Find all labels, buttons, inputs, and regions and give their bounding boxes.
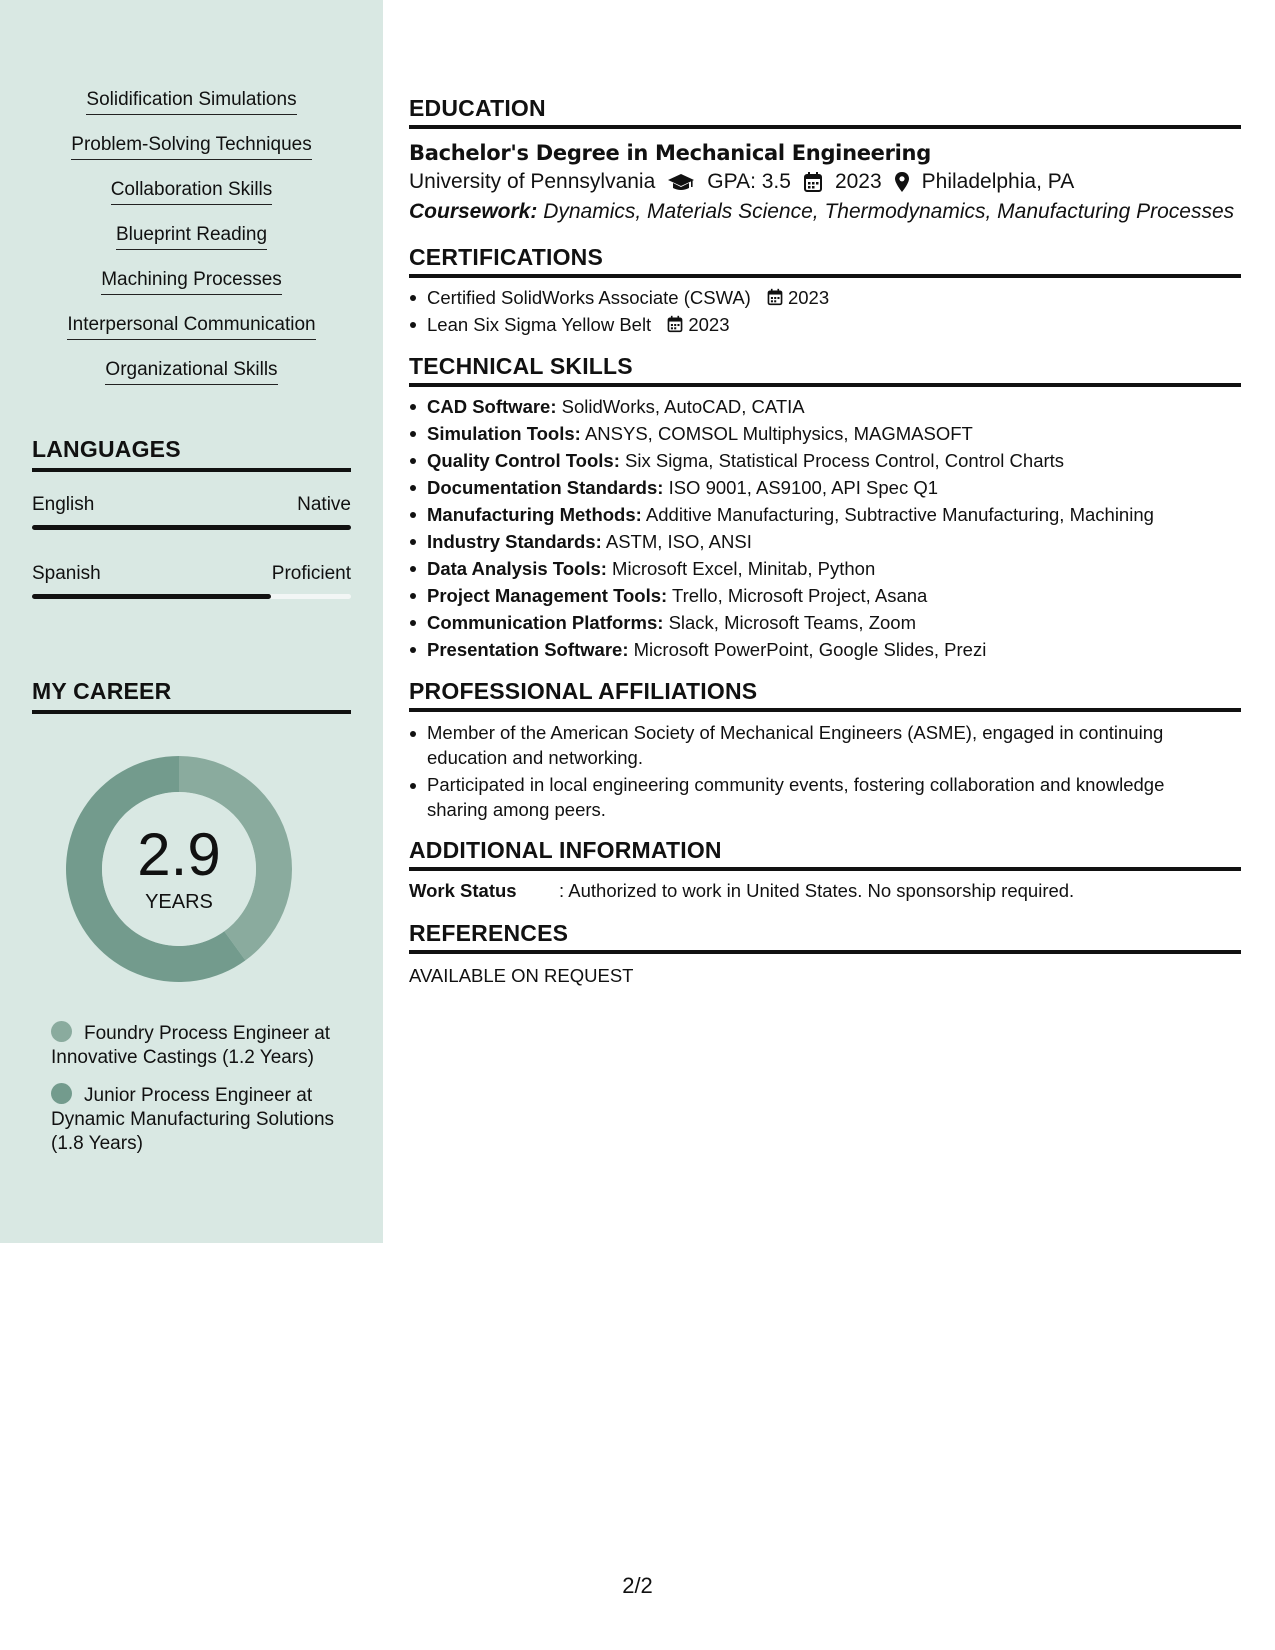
- education-details: [409, 167, 1241, 197]
- certification-item: Certified SolidWorks Associate (CSWA) 2023: [427, 284, 1241, 311]
- languages-heading: LANGUAGES: [32, 436, 351, 472]
- language-bar-english: [32, 525, 351, 530]
- technical-skill-item: Manufacturing Methods: Additive Manufacturing, Subtractive Manufacturing, Machining: [427, 501, 1241, 528]
- graduation-year: 2023: [834, 170, 882, 193]
- technical-skill-item: Quality Control Tools: Six Sigma, Statistical Process Control, Control Charts: [427, 447, 1241, 474]
- language-level: Proficient: [271, 563, 351, 584]
- technical-skill-item: Presentation Software: Microsoft PowerPoint, Google Slides, Prezi: [427, 636, 1241, 663]
- affiliation-item: Participated in local engineering community events, fostering collaboration and knowledge sharing among peers.: [427, 772, 1199, 822]
- calendar-icon: [766, 288, 784, 306]
- additional-info-section: [409, 836, 1241, 903]
- affiliation-item: Member of the American Society of Mechanical Engineers (ASME), engaged in continuing education and networking.: [427, 720, 1199, 770]
- technical-skills-section: [409, 352, 1241, 663]
- affiliations-section: [409, 677, 1241, 822]
- skill-item: Organizational Skills: [0, 358, 383, 403]
- language-level: Native: [297, 494, 351, 515]
- skill-item: Problem-Solving Techniques: [0, 133, 383, 178]
- certification-item: Lean Six Sigma Yellow Belt 2023: [427, 311, 1241, 338]
- skill-item: Solidification Simulations: [0, 88, 383, 133]
- certifications-list: [409, 284, 1241, 338]
- technical-skills-list: [409, 393, 1241, 663]
- certifications-heading: CERTIFICATIONS: [409, 243, 1241, 278]
- education-section: [409, 94, 1241, 227]
- language-row-spanish: [32, 562, 351, 586]
- technical-skills-heading: TECHNICAL SKILLS: [409, 352, 1241, 387]
- skill-item: Blueprint Reading: [0, 223, 383, 268]
- graduation-cap-icon: [667, 171, 695, 193]
- work-status-row: [409, 879, 1241, 903]
- language-bar-fill: [32, 594, 271, 599]
- sidebar: [0, 0, 383, 1243]
- calendar-icon: [666, 315, 684, 333]
- main-content: [409, 94, 1241, 998]
- career-total-unit: YEARS: [145, 891, 213, 913]
- technical-skill-item: Simulation Tools: ANSYS, COMSOL Multiphysics, MAGMASOFT: [427, 420, 1241, 447]
- references-section: [409, 919, 1241, 988]
- coursework-list: Dynamics, Materials Science, Thermodynamics, Manufacturing Processes: [543, 200, 1235, 223]
- language-bar-spanish: [32, 594, 351, 599]
- affiliations-heading: PROFESSIONAL AFFILIATIONS: [409, 677, 1241, 712]
- language-bar-fill: [32, 525, 351, 530]
- career-item: Junior Process Engineer at Dynamic Manufacturing Solutions (1.8 Years): [51, 1085, 335, 1154]
- career-total-years: 2.9: [137, 821, 221, 888]
- calendar-icon: [803, 171, 823, 193]
- school-name: University of Pennsylvania: [409, 170, 656, 193]
- certifications-section: [409, 243, 1241, 338]
- location-pin-icon: [894, 171, 910, 193]
- career-legend-dot: [51, 1083, 72, 1104]
- skill-item: Interpersonal Communication: [0, 313, 383, 358]
- language-name: English: [32, 494, 95, 515]
- work-status-value: : Authorized to work in United States. No sponsorship required.: [559, 880, 1075, 901]
- technical-skill-item: Project Management Tools: Trello, Microsoft Project, Asana: [427, 582, 1241, 609]
- language-name: Spanish: [32, 563, 101, 584]
- school-location: Philadelphia, PA: [921, 170, 1075, 193]
- work-status-label: Work Status: [409, 880, 517, 901]
- technical-skill-item: Data Analysis Tools: Microsoft Excel, Minitab, Python: [427, 555, 1241, 582]
- degree-title: Bachelor's Degree in Mechanical Engineering: [409, 141, 931, 165]
- technical-skill-item: Documentation Standards: ISO 9001, AS9100, API Spec Q1: [427, 474, 1241, 501]
- coursework-label: Coursework:: [409, 200, 538, 223]
- education-heading: EDUCATION: [409, 94, 1241, 129]
- page-number: 2/2: [622, 1573, 653, 1598]
- references-heading: REFERENCES: [409, 919, 1241, 954]
- gpa: GPA: 3.5: [707, 170, 791, 193]
- career-item: Foundry Process Engineer at Innovative Castings (1.2 Years): [51, 1023, 331, 1068]
- career-legend-dot: [51, 1021, 72, 1042]
- skills-list: [0, 88, 383, 403]
- coursework: [409, 197, 1241, 227]
- skill-item: Machining Processes: [0, 268, 383, 313]
- language-row-english: [32, 493, 351, 517]
- additional-info-heading: ADDITIONAL INFORMATION: [409, 836, 1241, 871]
- skill-item: Collaboration Skills: [0, 178, 383, 223]
- technical-skill-item: Industry Standards: ASTM, ISO, ANSI: [427, 528, 1241, 555]
- technical-skill-item: CAD Software: SolidWorks, AutoCAD, CATIA: [427, 393, 1241, 420]
- career-heading: MY CAREER: [32, 678, 351, 714]
- references-text: AVAILABLE ON REQUEST: [409, 965, 634, 986]
- affiliations-list: [409, 720, 1199, 822]
- technical-skill-item: Communication Platforms: Slack, Microsoft Teams, Zoom: [427, 609, 1241, 636]
